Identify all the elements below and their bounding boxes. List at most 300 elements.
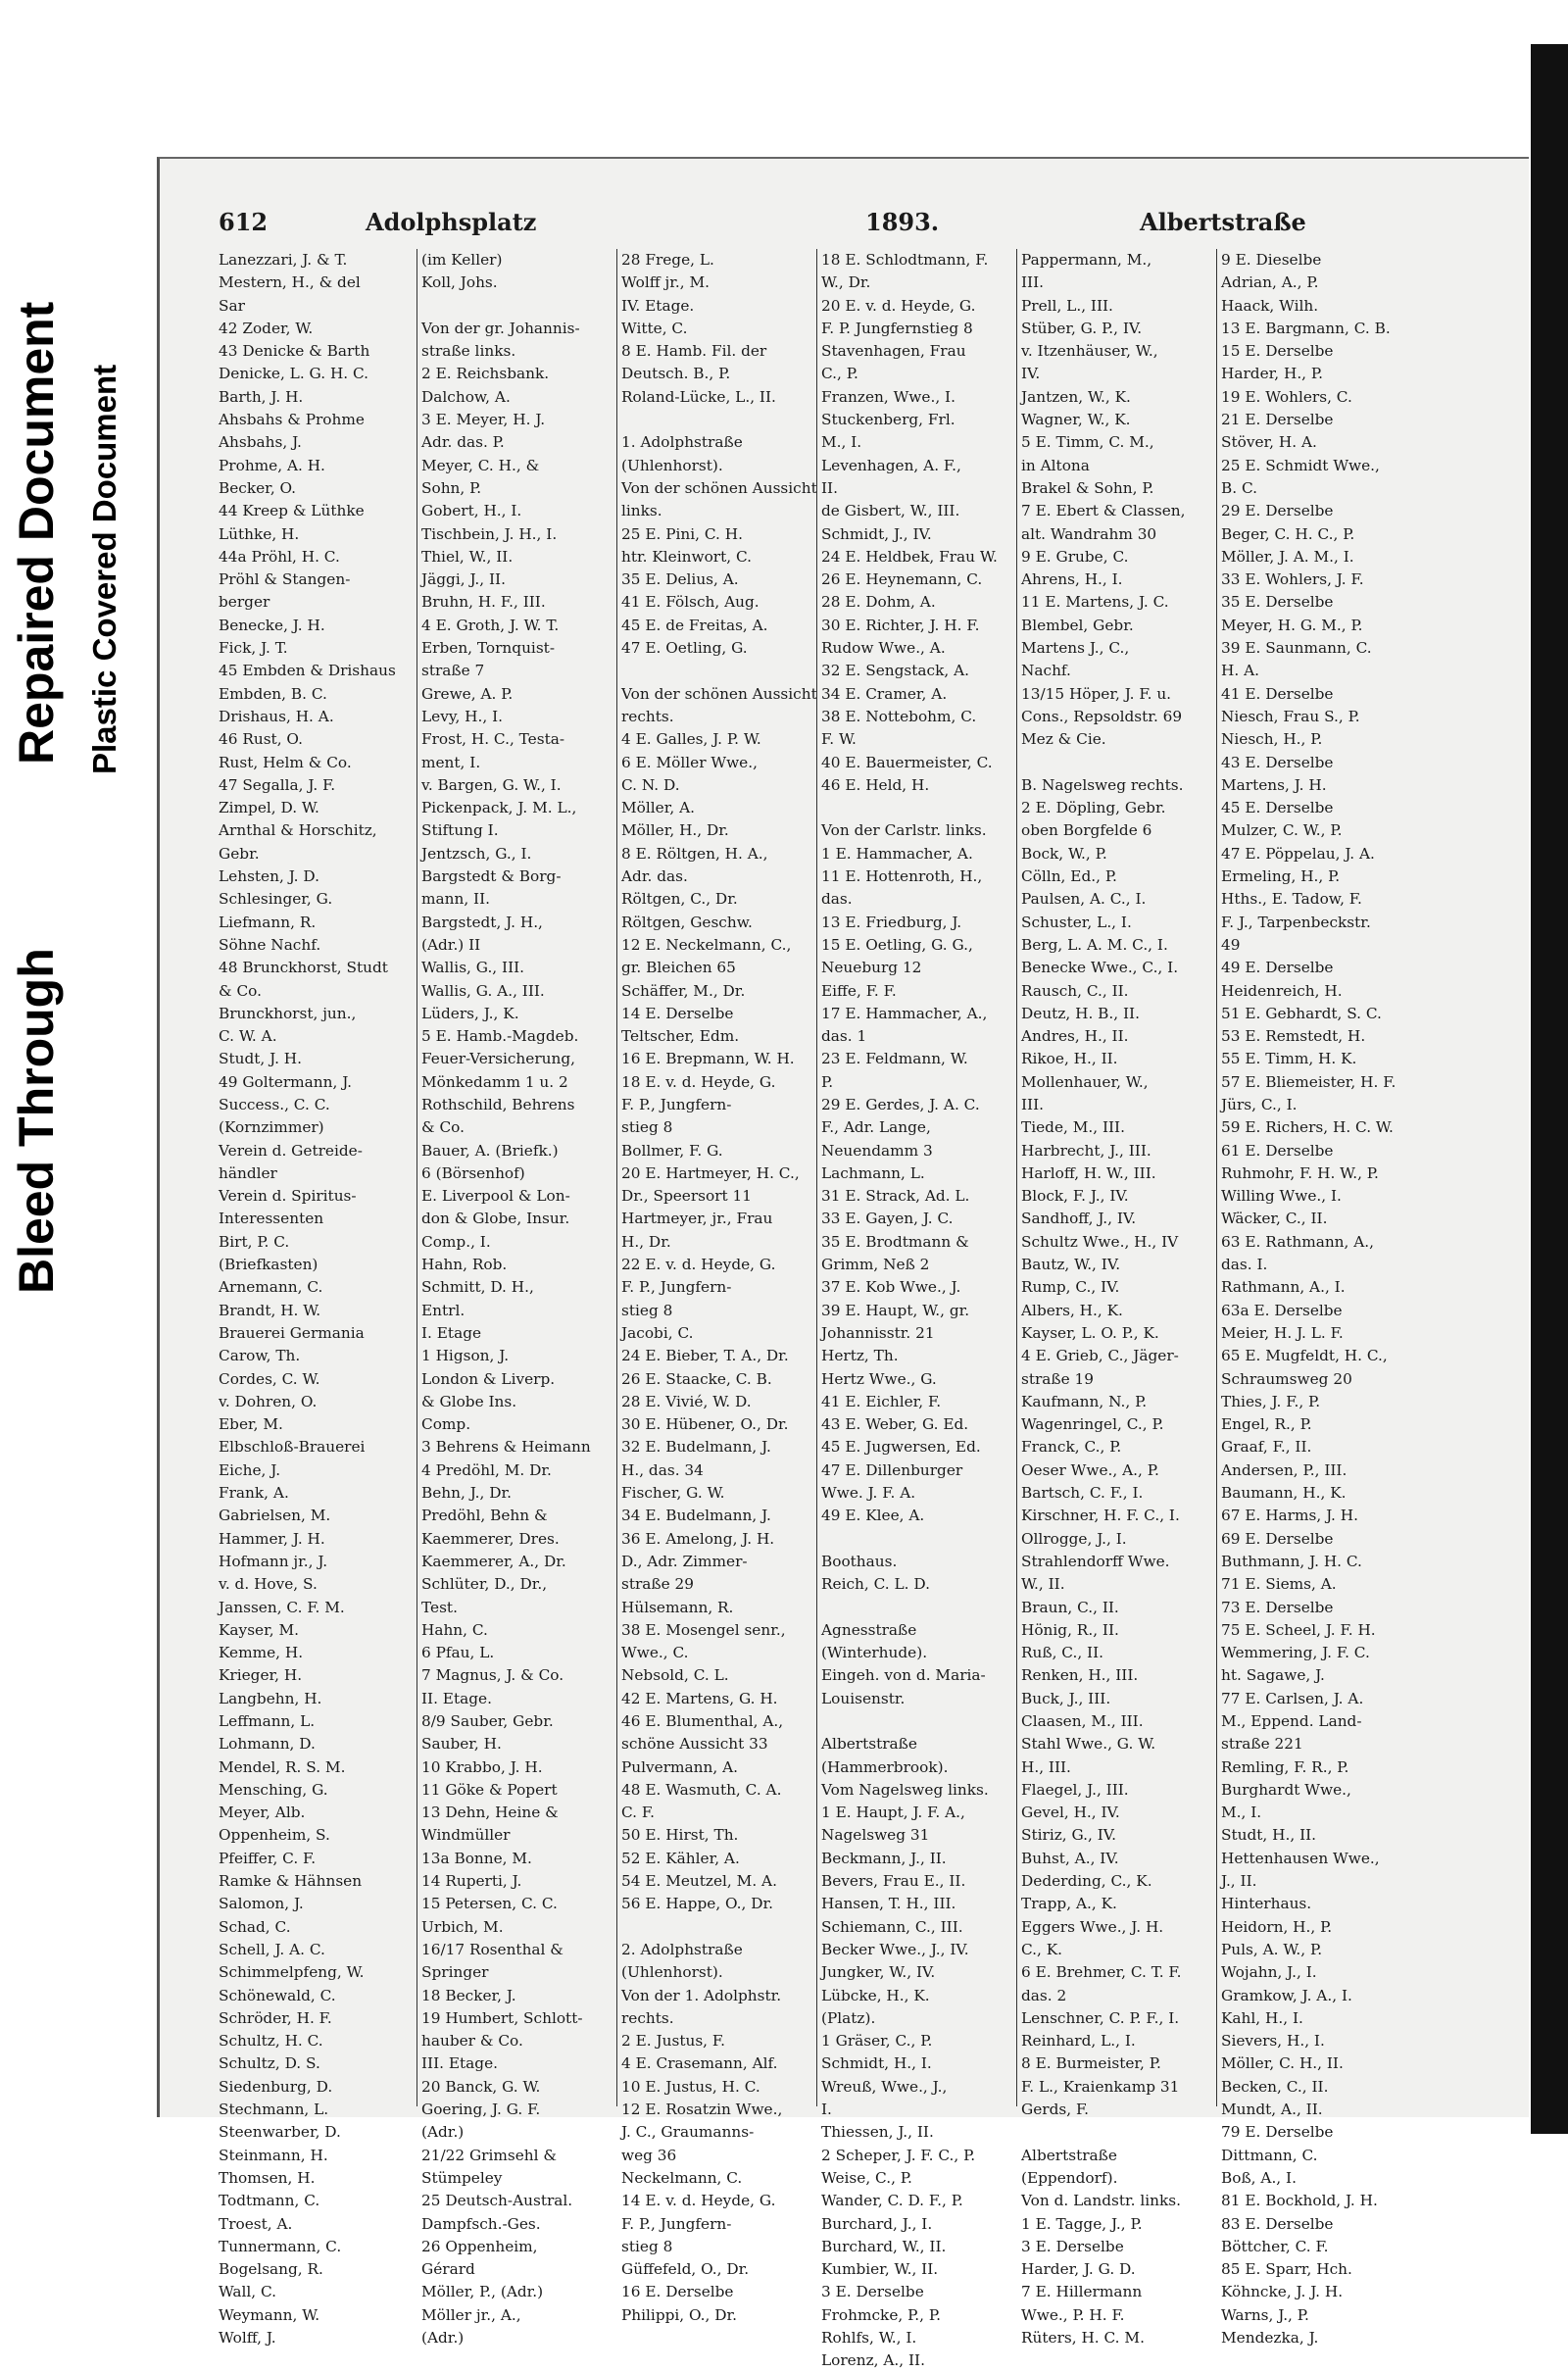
directory-entry: 30 E. Hübener, O., Dr. <box>621 1415 789 1434</box>
directory-entry: mann, II. <box>421 890 491 909</box>
directory-entry: 3 Behrens & Heimann <box>421 1438 591 1457</box>
directory-entry: Braun, C., II. <box>1021 1598 1119 1616</box>
directory-entry: 77 E. Carlsen, J. A. <box>1221 1689 1364 1707</box>
directory-entry: Tunnermann, C. <box>219 2237 342 2255</box>
directory-entry: 28 E. Vivié, W. D. <box>621 1392 752 1410</box>
directory-entry: 10 Krabbo, J. H. <box>421 1757 543 1776</box>
directory-entry: Denicke, L. G. H. C. <box>219 365 369 383</box>
directory-entry: 22 E. v. d. Heyde, G. <box>621 1256 776 1274</box>
directory-entry: straße 29 <box>621 1575 695 1594</box>
directory-entry: 11 Göke & Popert <box>421 1780 558 1799</box>
directory-entry: Wall, C. <box>219 2283 277 2301</box>
directory-entry: 11 E. Martens, J. C. <box>1021 593 1169 612</box>
directory-entry: alt. Wandrahm 30 <box>1021 524 1157 543</box>
directory-entry: 26 E. Heynemann, C. <box>821 570 983 589</box>
directory-entry: 5 E. Timm, C. M., <box>1021 433 1154 452</box>
directory-entry: Hahn, C. <box>421 1620 488 1639</box>
directory-entry: 79 E. Derselbe <box>1221 2123 1334 2142</box>
directory-entry: Salomon, J. <box>219 1895 304 1913</box>
directory-entry: Leffmann, L. <box>219 1712 316 1730</box>
directory-entry: Eiche, J. <box>219 1460 281 1479</box>
directory-entry: Reinhard, L., I. <box>1021 2032 1136 2051</box>
directory-entry: Hofmann jr., J. <box>219 1552 328 1570</box>
directory-entry: Kemme, H. <box>219 1644 304 1662</box>
directory-entry: 1 E. Tagge, J., P. <box>1021 2214 1143 2233</box>
directory-entry: Wolff jr., M. <box>621 273 710 292</box>
directory-entry: Fick, J. T. <box>219 639 288 658</box>
directory-entry: 71 E. Siems, A. <box>1221 1575 1337 1594</box>
directory-entry: 18 Becker, J. <box>421 1986 516 2004</box>
directory-entry <box>421 295 611 318</box>
directory-entry: Jäggi, J., II. <box>421 570 506 589</box>
directory-entry: 2 E. Reichsbank. <box>421 365 550 383</box>
directory-entry <box>1021 2121 1210 2144</box>
directory-entry: Möller, J. A. M., I. <box>1221 547 1354 566</box>
directory-entry: Wander, C. D. F., P. <box>821 2192 963 2210</box>
directory-entry: Rausch, C., II. <box>1021 981 1129 1000</box>
directory-entry: Neckelmann, C. <box>621 2168 743 2187</box>
directory-entry: 7 E. Hillermann <box>1021 2283 1143 2301</box>
directory-entry: F. L., Kraienkamp 31 <box>1021 2077 1180 2096</box>
directory-entry: 28 E. Dohm, A. <box>821 593 936 612</box>
directory-entry: 49 Goltermann, J. <box>219 1072 353 1091</box>
directory-entry: 34 E. Cramer, A. <box>821 684 948 703</box>
directory-entry: Wwe., C. <box>621 1644 689 1662</box>
directory-entry: & Globe Ins. <box>421 1392 517 1410</box>
directory-entry: 16 E. Brepmann, W. H. <box>621 1050 795 1068</box>
side-labels <box>0 0 147 2134</box>
directory-entry: 2 E. Justus, F. <box>621 2032 725 2051</box>
directory-entry: Schmidt, H., I. <box>821 2054 932 2073</box>
directory-entry: Weymann, W. <box>219 2305 320 2324</box>
directory-entry: Jantzen, W., K. <box>1021 387 1131 406</box>
directory-entry: Arnthal & Horschitz, <box>219 821 377 840</box>
directory-entry: Comp., I. <box>421 1232 491 1251</box>
directory-entry: 45 E. de Freitas, A. <box>621 616 768 634</box>
directory-entry: Boothaus. <box>821 1552 898 1570</box>
directory-entry: 25 Deutsch-Austral. <box>421 2192 573 2210</box>
directory-entry: 67 E. Harms, J. H. <box>1221 1507 1358 1525</box>
directory-entry: Sauber, H. <box>421 1735 502 1754</box>
directory-entry: Steenwarber, D. <box>219 2123 341 2142</box>
directory-entry: Hülsemann, R. <box>621 1598 734 1616</box>
directory-entry: 7 Magnus, J. & Co. <box>421 1666 564 1685</box>
directory-entry: 32 E. Budelmann, J. <box>621 1438 771 1457</box>
directory-entry: 20 E. Hartmeyer, H. C., <box>621 1163 800 1182</box>
directory-entry: Roland-Lücke, L., II. <box>621 387 776 406</box>
directory-entry: Lanezzari, J. & T. <box>219 251 348 269</box>
directory-entry: Von der schönen Aussicht <box>621 478 817 497</box>
directory-entry: Neueburg 12 <box>821 959 922 977</box>
directory-entry: Hönig, R., II. <box>1021 1620 1119 1639</box>
directory-entry: 4 E. Groth, J. W. T. <box>421 616 560 634</box>
directory-entry: 35 E. Derselbe <box>1221 593 1334 612</box>
directory-entry: 40 E. Bauermeister, C. <box>821 753 993 771</box>
directory-entry: Witte, C. <box>621 319 688 337</box>
directory-entry: Schlüter, D., Dr., <box>421 1575 548 1594</box>
directory-entry: Lorenz, A., II. <box>821 2351 925 2370</box>
directory-entry: Bruhn, H. F., III. <box>421 593 546 612</box>
directory-entry: Entrl. <box>421 1301 466 1319</box>
directory-entry: 37 E. Kob Wwe., J. <box>821 1278 961 1297</box>
directory-entry: Dr., Speersort 11 <box>621 1187 753 1206</box>
directory-entry: 14 E. Derselbe <box>621 1004 734 1022</box>
directory-entry: Beckmann, J., II. <box>821 1849 947 1867</box>
directory-entry: Prohme, A. H. <box>219 456 325 474</box>
directory-entry: Bargstedt, J. H., <box>421 913 543 931</box>
directory-entry: Eber, M. <box>219 1415 283 1434</box>
directory-entry: v. Itzenhäuser, W., <box>1021 342 1158 361</box>
directory-entry: (Winterhude). <box>821 1644 928 1662</box>
directory-entry: Stiftung I. <box>421 821 499 840</box>
directory-entry: straße links. <box>421 342 516 361</box>
directory-entry: Lüthke, H. <box>219 524 300 543</box>
directory-entry: 1 Higson, J. <box>421 1347 510 1365</box>
directory-entry: Trapp, A., K. <box>1021 1895 1117 1913</box>
directory-entry: 57 E. Bliemeister, H. F. <box>1221 1072 1396 1091</box>
directory-entry: Hansen, T. H., III. <box>821 1895 956 1913</box>
directory-entry: 8/9 Sauber, Gebr. <box>421 1712 554 1730</box>
directory-entry: 51 E. Gebhardt, S. C. <box>1221 1004 1382 1022</box>
directory-entry: Sar <box>219 296 245 315</box>
directory-entry: F. P. Jungfernstieg 8 <box>821 319 973 337</box>
directory-entry: 1 E. Hammacher, A. <box>821 844 973 863</box>
directory-entry: Wagenringel, C., P. <box>1021 1415 1164 1434</box>
directory-entry: Pappermann, M., <box>1021 251 1152 269</box>
directory-entry: 38 E. Nottebohm, C. <box>821 707 977 725</box>
directory-entry: 48 E. Wasmuth, C. A. <box>621 1780 782 1799</box>
directory-entry: 30 E. Richter, J. H. F. <box>821 616 980 634</box>
directory-entry: Rikoe, H., II. <box>1021 1050 1118 1068</box>
directory-entry: Thies, J. F., P. <box>1221 1392 1321 1410</box>
directory-entry: Ahsbahs, J. <box>219 433 302 452</box>
directory-entry: Schultz, D. S. <box>219 2054 320 2073</box>
directory-entry: 47 E. Oetling, G. <box>621 639 748 658</box>
directory-entry: Block, F. J., IV. <box>1021 1187 1129 1206</box>
directory-entry: Fischer, G. W. <box>621 1484 725 1503</box>
directory-entry: Claasen, M., III. <box>1021 1712 1144 1730</box>
directory-entry: J. C., Graumanns- <box>621 2123 755 2142</box>
directory-entry: Carow, Th. <box>219 1347 301 1365</box>
directory-entry: Elbschloß-Brauerei <box>219 1438 366 1457</box>
page-number: 612 <box>219 208 269 236</box>
directory-entry: Wolff, J. <box>219 2329 276 2348</box>
directory-entry: 18 E. v. d. Heyde, G. <box>621 1072 776 1091</box>
directory-entry: Oppenheim, S. <box>219 1826 330 1845</box>
directory-entry: F. P., Jungfern- <box>621 1095 732 1113</box>
directory-entry: 13 E. Friedburg, J. <box>821 913 962 931</box>
directory-entry: J., II. <box>1221 1872 1257 1891</box>
directory-entry: 10 E. Justus, H. C. <box>621 2077 760 2096</box>
directory-entry: das. 2 <box>1021 1986 1067 2004</box>
directory-entry: (Uhlenhorst). <box>621 456 723 474</box>
directory-entry: 73 E. Derselbe <box>1221 1598 1334 1616</box>
directory-entry: Weise, C., P. <box>821 2168 912 2187</box>
directory-entry: Von d. Landstr. links. <box>1021 2192 1181 2210</box>
directory-entry: htr. Kleinwort, C. <box>621 547 752 566</box>
directory-entry: 85 E. Sparr, Hch. <box>1221 2260 1352 2279</box>
directory-entry <box>621 409 810 431</box>
directory-entry: Brakel & Sohn, P. <box>1021 478 1154 497</box>
directory-column-5 <box>1016 249 1210 2348</box>
directory-entry: 25 E. Schmidt Wwe., <box>1221 456 1380 474</box>
directory-entry: Brauerei Germania <box>219 1323 365 1342</box>
directory-entry: 21/22 Grimsehl & <box>421 2146 558 2164</box>
directory-entry: Ahrens, H., I. <box>1021 570 1123 589</box>
directory-entry: Deutz, H. B., II. <box>1021 1004 1140 1022</box>
directory-entry: 52 E. Kähler, A. <box>621 1849 740 1867</box>
directory-entry: Dampfsch.-Ges. <box>421 2214 541 2233</box>
directory-entry: Stuckenberg, Frl. <box>821 411 956 429</box>
directory-entry: 4 E. Grieb, C., Jäger- <box>1021 1347 1179 1365</box>
directory-entry: Schäffer, M., Dr. <box>621 981 746 1000</box>
repaired-document-label: Repaired Document <box>9 301 64 765</box>
directory-entry: 45 Embden & Drishaus <box>219 662 396 680</box>
directory-entry: Böttcher, C. F. <box>1221 2237 1329 2255</box>
directory-entry: Schuster, L., I. <box>1021 913 1132 931</box>
directory-entry: 19 Humbert, Schlott- <box>421 2008 583 2027</box>
directory-entry: 15 Petersen, C. C. <box>421 1895 558 1913</box>
directory-entry: 8 E. Röltgen, H. A., <box>621 844 768 863</box>
directory-entry: stieg 8 <box>621 1118 673 1137</box>
directory-entry: 35 E. Brodtmann & <box>821 1232 969 1251</box>
directory-entry: Buck, J., III. <box>1021 1689 1111 1707</box>
directory-entry: M., I. <box>821 433 862 452</box>
directory-entry: Rust, Helm & Co. <box>219 753 352 771</box>
directory-column-3 <box>616 249 817 2324</box>
directory-entry: C. F. <box>621 1804 655 1822</box>
directory-entry: C. W. A. <box>219 1027 277 1046</box>
directory-entry: 49 E. Klee, A. <box>821 1507 925 1525</box>
directory-entry: Dederding, C., K. <box>1021 1872 1152 1891</box>
directory-entry: Pulvermann, A. <box>621 1757 739 1776</box>
directory-entry: (Adr.) <box>421 2123 465 2142</box>
directory-entry: 34 E. Budelmann, J. <box>621 1507 771 1525</box>
directory-entry: Burghardt Wwe., <box>1221 1780 1351 1799</box>
directory-entry: rechts. <box>621 2008 674 2027</box>
directory-entry: H., Dr. <box>621 1232 671 1251</box>
directory-entry: 61 E. Derselbe <box>1221 1141 1334 1160</box>
directory-entry: I. Etage <box>421 1323 482 1342</box>
directory-entry: 3 E. Derselbe <box>1021 2237 1124 2255</box>
directory-entry: B. Nagelsweg rechts. <box>1021 775 1184 794</box>
directory-entry: 26 E. Staacke, C. B. <box>621 1369 772 1388</box>
directory-entry: W., Dr. <box>821 273 871 292</box>
directory-entry: Kumbier, W., II. <box>821 2260 939 2279</box>
directory-entry: Lehsten, J. D. <box>219 867 319 886</box>
directory-entry: Schultz Wwe., H., IV <box>1021 1232 1179 1251</box>
bleed-through-label: Bleed Through <box>9 948 64 1294</box>
directory-entry: Gérard <box>421 2260 475 2279</box>
directory-entry: Niesch, Frau S., P. <box>1221 707 1360 725</box>
directory-entry: weg 36 <box>621 2146 677 2164</box>
directory-entry: C., P. <box>821 365 858 383</box>
directory-entry: Wwe., P. H. F. <box>1021 2305 1125 2324</box>
directory-entry: Stiriz, G., IV. <box>1021 1826 1117 1845</box>
directory-column-4 <box>816 249 1010 2370</box>
document-page <box>157 157 1529 2370</box>
directory-entry: Ruhmohr, F. H. W., P. <box>1221 1163 1379 1182</box>
directory-entry: 63a E. Derselbe <box>1221 1301 1343 1319</box>
directory-entry: Embden, B. C. <box>219 684 327 703</box>
directory-entry: H., das. 34 <box>621 1460 704 1479</box>
directory-entry: Feuer-Versicherung, <box>421 1050 575 1068</box>
directory-entry: 26 Oppenheim, <box>421 2237 538 2255</box>
directory-entry: 8 E. Burmeister, P. <box>1021 2054 1161 2073</box>
directory-entry: Hahn, Rob. <box>421 1256 508 1274</box>
directory-entry: das. I. <box>1221 1256 1268 1274</box>
directory-entry: Strahlendorff Wwe. <box>1021 1552 1170 1570</box>
directory-entry: straße 221 <box>1221 1735 1303 1754</box>
directory-entry: 43 Denicke & Barth <box>219 342 370 361</box>
directory-entry: Mestern, H., & del <box>219 273 361 292</box>
directory-entry: Wreuß, Wwe., J., <box>821 2077 948 2096</box>
directory-entry: Becken, C., II. <box>1221 2077 1329 2096</box>
directory-entry: 20 E. v. d. Heyde, G. <box>821 296 976 315</box>
directory-entry: v. Dohren, O. <box>219 1392 318 1410</box>
directory-entry: 2 Scheper, J. F. C., P. <box>821 2146 976 2164</box>
directory-entry: Langbehn, H. <box>219 1689 322 1707</box>
directory-entry: Schröder, H. F. <box>219 2008 332 2027</box>
directory-entry: III. Etage. <box>421 2054 498 2073</box>
directory-entry: Franzen, Wwe., I. <box>821 387 956 406</box>
directory-entry: Berg, L. A. M. C., I. <box>1021 935 1168 954</box>
directory-entry: Wallis, G., III. <box>421 959 525 977</box>
directory-entry: (Adr.) <box>421 2329 465 2348</box>
directory-entry: Stüber, G. P., IV. <box>1021 319 1143 337</box>
directory-entry: Mendezka, J. <box>1221 2329 1319 2348</box>
directory-entry: 36 E. Amelong, J. H. <box>621 1529 775 1548</box>
directory-entry: Krieger, H. <box>219 1666 303 1685</box>
directory-entry: Frank, A. <box>219 1484 289 1503</box>
directory-entry: Drishaus, H. A. <box>219 707 334 725</box>
directory-entry: Reich, C. L. D. <box>821 1575 930 1594</box>
directory-entry: Baumann, H., K. <box>1221 1484 1347 1503</box>
directory-entry: Barth, J. H. <box>219 387 304 406</box>
directory-entry <box>821 797 1010 819</box>
directory-entry: 63 E. Rathmann, A., <box>1221 1232 1375 1251</box>
directory-entry: 7 E. Ebert & Classen, <box>1021 502 1186 520</box>
directory-entry: E. Liverpool & Lon- <box>421 1187 570 1206</box>
directory-entry: Benecke Wwe., C., I. <box>1021 959 1179 977</box>
directory-entry: Schell, J. A. C. <box>219 1940 325 1958</box>
directory-entry: Springer <box>421 1963 489 1982</box>
directory-entry: Schmidt, J., IV. <box>821 524 932 543</box>
directory-entry: Sohn, P. <box>421 478 482 497</box>
directory-entry: 39 E. Haupt, W., gr. <box>821 1301 970 1319</box>
directory-entry: Goering, J. G. F. <box>421 2101 541 2119</box>
directory-entry: Eiffe, F. F. <box>821 981 897 1000</box>
directory-entry: Möller, P., (Adr.) <box>421 2283 544 2301</box>
directory-entry: 24 E. Bieber, T. A., Dr. <box>621 1347 789 1365</box>
directory-entry: 6 E. Brehmer, C. T. F. <box>1021 1963 1182 1982</box>
directory-entry: Meyer, C. H., & <box>421 456 540 474</box>
directory-entry: 13 E. Bargmann, C. B. <box>1221 319 1391 337</box>
directory-entry: C., K. <box>1021 1940 1063 1958</box>
directory-entry: Tiede, M., III. <box>1021 1118 1125 1137</box>
directory-entry: Rudow Wwe., A. <box>821 639 946 658</box>
directory-entry: Adr. das. P. <box>421 433 505 452</box>
directory-entry: 12 E. Neckelmann, C., <box>621 935 792 954</box>
directory-entry: Studt, H., II. <box>1221 1826 1317 1845</box>
directory-entry: 3 E. Derselbe <box>821 2283 924 2301</box>
directory-entry: 16/17 Rosenthal & <box>421 1940 564 1958</box>
directory-entry: 8 E. Hamb. Fil. der <box>621 342 767 361</box>
directory-entry: gr. Bleichen 65 <box>621 959 736 977</box>
directory-entry: händler <box>219 1163 277 1182</box>
directory-entry: Rohlfs, W., I. <box>821 2329 917 2348</box>
directory-entry: Gerds, F. <box>1021 2101 1090 2119</box>
directory-entry: oben Borgfelde 6 <box>1021 821 1152 840</box>
directory-entry: 75 E. Scheel, J. F. H. <box>1221 1620 1376 1639</box>
directory-entry: 18 E. Schlodtmann, F. <box>821 251 989 269</box>
directory-entry: Hettenhausen Wwe., <box>1221 1849 1380 1867</box>
directory-entry: Schultz, H. C. <box>219 2032 323 2051</box>
directory-entry: Möller, A. <box>621 799 695 817</box>
directory-entry: Heidenreich, H. <box>1221 981 1343 1000</box>
directory-entry: Verein d. Getreide- <box>219 1141 363 1160</box>
directory-entry: Kayser, L. O. P., K. <box>1021 1323 1159 1342</box>
directory-entry: Martens, J. H. <box>1221 775 1327 794</box>
directory-entry: 6 E. Möller Wwe., <box>621 753 758 771</box>
directory-entry: Gabrielsen, M. <box>219 1507 331 1525</box>
directory-entry: in Altona <box>1021 456 1090 474</box>
directory-entry: Niesch, H., P. <box>1221 730 1323 749</box>
directory-entry: rechts. <box>621 707 674 725</box>
directory-entry: Burchard, W., II. <box>821 2237 947 2255</box>
directory-entry: 49 <box>1221 935 1241 954</box>
directory-entry: Thomsen, H. <box>219 2168 316 2187</box>
directory-entry: Jacobi, C. <box>621 1323 694 1342</box>
left-running-title: Adolphsplatz <box>366 208 537 236</box>
directory-entry: Janssen, C. F. M. <box>219 1598 345 1616</box>
directory-entry: 13/15 Höper, J. F. u. <box>1021 684 1172 703</box>
directory-entry: Hinterhaus. <box>1221 1895 1312 1913</box>
directory-entry: Harder, J. G. D. <box>1021 2260 1136 2279</box>
directory-entry: 69 E. Derselbe <box>1221 1529 1334 1548</box>
directory-entry: 15 E. Derselbe <box>1221 342 1334 361</box>
directory-entry: Rump, C., IV. <box>1021 1278 1120 1297</box>
directory-entry: Thiel, W., II. <box>421 547 514 566</box>
directory-entry: III. <box>1021 1095 1044 1113</box>
directory-entry: stieg 8 <box>621 1301 673 1319</box>
directory-entry: Siedenburg, D. <box>219 2077 333 2096</box>
directory-entry: Success., C. C. <box>219 1095 330 1113</box>
directory-entry: Hths., E. Tadow, F. <box>1221 890 1362 909</box>
directory-entry: F. W. <box>821 730 857 749</box>
directory-entry: Rüters, H. C. M. <box>1021 2329 1145 2348</box>
directory-entry: Erben, Tornquist- <box>421 639 555 658</box>
directory-entry: straße 7 <box>421 662 485 680</box>
directory-entry: 1. Adolphstraße <box>621 433 743 452</box>
plastic-covered-label: Plastic Covered Document <box>86 364 122 774</box>
directory-entry <box>821 1528 1010 1551</box>
directory-entry: de Gisbert, W., III. <box>821 502 960 520</box>
directory-entry: Grimm, Neß 2 <box>821 1256 930 1274</box>
directory-entry: Verein d. Spiritus- <box>219 1187 357 1206</box>
directory-entry: ht. Sagawe, J. <box>1221 1666 1325 1685</box>
directory-entry: III. <box>1021 273 1044 292</box>
directory-entry: Cons., Repsoldstr. 69 <box>1021 707 1183 725</box>
directory-entry: Bogelsang, R. <box>219 2260 323 2279</box>
directory-entry: Meyer, Alb. <box>219 1804 306 1822</box>
directory-entry: Nagelsweg 31 <box>821 1826 930 1845</box>
directory-entry: F. P., Jungfern- <box>621 2214 732 2233</box>
directory-entry: 56 E. Happe, O., Dr. <box>621 1895 774 1913</box>
directory-entry: Prell, L., III. <box>1021 296 1113 315</box>
directory-entry: Troest, A. <box>219 2214 293 2233</box>
directory-entry: schöne Aussicht 33 <box>621 1735 768 1754</box>
